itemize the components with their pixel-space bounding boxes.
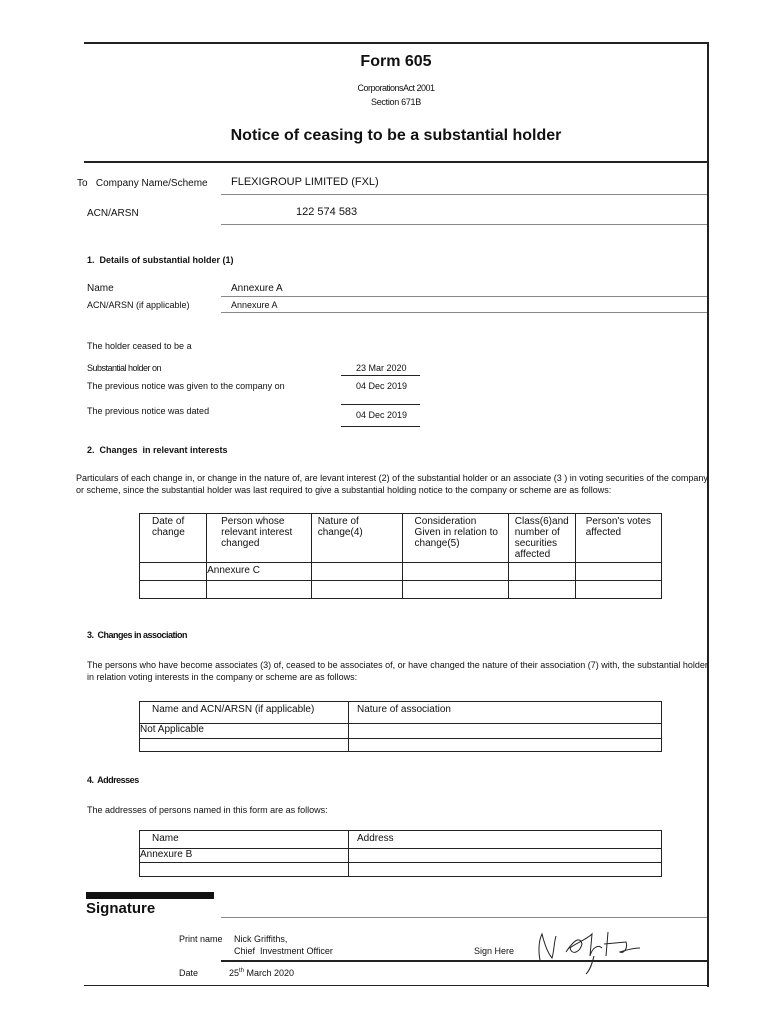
section4-heading: 4. Addresses bbox=[87, 775, 139, 785]
substantial-label: Substantial holder on bbox=[87, 363, 162, 373]
col-nature-association: Nature of association bbox=[349, 702, 662, 724]
section2-description: Particulars of each change in, or change in the nature of, are levant interest (2) of the substantial holder or an associate (3 ) in voting securities of the company or scheme, since the substantial holder was last required to give a substantial holding notice to the company or scheme are as follows: bbox=[76, 473, 708, 495]
col-class-number: Class(6)and number of securities affected bbox=[508, 514, 575, 563]
annexure-c-cell: Annexure C bbox=[207, 563, 312, 581]
signature-line bbox=[221, 960, 707, 962]
date-suffix: th bbox=[239, 968, 245, 974]
table-header-row bbox=[140, 831, 662, 849]
holder-acn-value: Annexure A bbox=[231, 300, 278, 310]
substantial-date-underline bbox=[341, 375, 420, 376]
company-name: FLEXIGROUP LIMITED (FXL) bbox=[231, 176, 379, 188]
form-title: Form 605 bbox=[360, 53, 432, 70]
prev-given-date: 04 Dec 2019 bbox=[356, 381, 408, 391]
sign-here-label: Sign Here bbox=[474, 946, 515, 956]
page-title: Notice of ceasing to be a substantial holder bbox=[230, 127, 562, 144]
col-person-whose-interest: Person whose relevant interest changed bbox=[207, 514, 312, 563]
acn-underline bbox=[221, 224, 707, 225]
acn-label: ACN/ARSN bbox=[87, 208, 139, 219]
col-address: Address bbox=[349, 831, 662, 849]
date-day: 25 bbox=[229, 968, 240, 978]
holder-name-value: Annexure A bbox=[231, 283, 283, 294]
handwritten-signature bbox=[534, 926, 654, 976]
company-label: To Company Name/Scheme bbox=[77, 178, 208, 189]
holder-name-underline bbox=[221, 296, 707, 297]
date-label: Date bbox=[179, 968, 199, 978]
table-row bbox=[140, 849, 662, 863]
company-underline bbox=[221, 194, 707, 195]
table-header-row bbox=[140, 514, 662, 563]
not-applicable-cell: Not Applicable bbox=[140, 724, 349, 739]
date-rest: March 2020 bbox=[244, 968, 295, 978]
table-row bbox=[140, 563, 662, 581]
signature-top-rule bbox=[221, 917, 707, 918]
holder-acn-underline bbox=[221, 312, 707, 313]
signature-bar bbox=[86, 892, 214, 899]
prev-given-label: The previous notice was given to the company on bbox=[87, 381, 285, 391]
table-row bbox=[140, 724, 662, 739]
section3-heading: 3. Changes in association bbox=[87, 630, 188, 640]
right-border bbox=[707, 42, 709, 987]
signer-title: Chief Investment Officer bbox=[234, 946, 333, 956]
association-table bbox=[139, 701, 662, 752]
table-row bbox=[140, 863, 662, 877]
prev-given-underline bbox=[341, 404, 420, 405]
table-header-row bbox=[140, 702, 662, 724]
section-ref: Section 671B bbox=[371, 97, 421, 107]
section2-heading: 2. Changes in relevant interests bbox=[87, 445, 228, 455]
prev-dated-underline bbox=[341, 426, 420, 427]
section1-heading: 1. Details of substantial holder (1) bbox=[87, 255, 234, 265]
acn-value: 122 574 583 bbox=[296, 206, 358, 218]
table-row bbox=[140, 739, 662, 752]
bottom-rule bbox=[84, 985, 709, 986]
print-name-label: Print name bbox=[179, 934, 223, 944]
act-name: CorporationsAct 2001 bbox=[357, 83, 435, 93]
col-name: Name bbox=[140, 831, 349, 849]
holder-name-label: Name bbox=[87, 283, 114, 294]
prev-dated-label: The previous notice was dated bbox=[87, 406, 210, 416]
addresses-table bbox=[139, 830, 662, 877]
ceased-label: The holder ceased to be a bbox=[87, 341, 192, 351]
header-rule bbox=[84, 161, 709, 163]
col-name-acn: Name and ACN/ARSN (if applicable) bbox=[140, 702, 349, 724]
col-consideration: Consideration Given in relation to change(5) bbox=[402, 514, 508, 563]
signature-date bbox=[229, 968, 294, 978]
section4-description: The addresses of persons named in this form are as follows: bbox=[87, 805, 328, 815]
print-name-value: Nick Griffiths, bbox=[234, 934, 288, 944]
top-rule bbox=[84, 42, 709, 44]
holder-acn-label: ACN/ARSN (if applicable) bbox=[87, 300, 190, 310]
annexure-b-cell: Annexure B bbox=[140, 849, 349, 863]
substantial-date: 23 Mar 2020 bbox=[356, 363, 407, 373]
col-date-of-change: Date of change bbox=[140, 514, 207, 563]
prev-dated-date: 04 Dec 2019 bbox=[356, 410, 408, 420]
changes-table bbox=[139, 513, 662, 599]
table-row bbox=[140, 581, 662, 599]
col-nature-of-change: Nature of change(4) bbox=[311, 514, 402, 563]
signature-heading: Signature bbox=[86, 900, 156, 917]
section3-description: The persons who have become associates (3) of, ceased to be associates of, or have changed the nature of their association (7) with, the substantial holder in relation voting interests in the company or scheme are as follows: bbox=[87, 660, 708, 682]
col-votes-affected: Person's votes affected bbox=[575, 514, 661, 563]
